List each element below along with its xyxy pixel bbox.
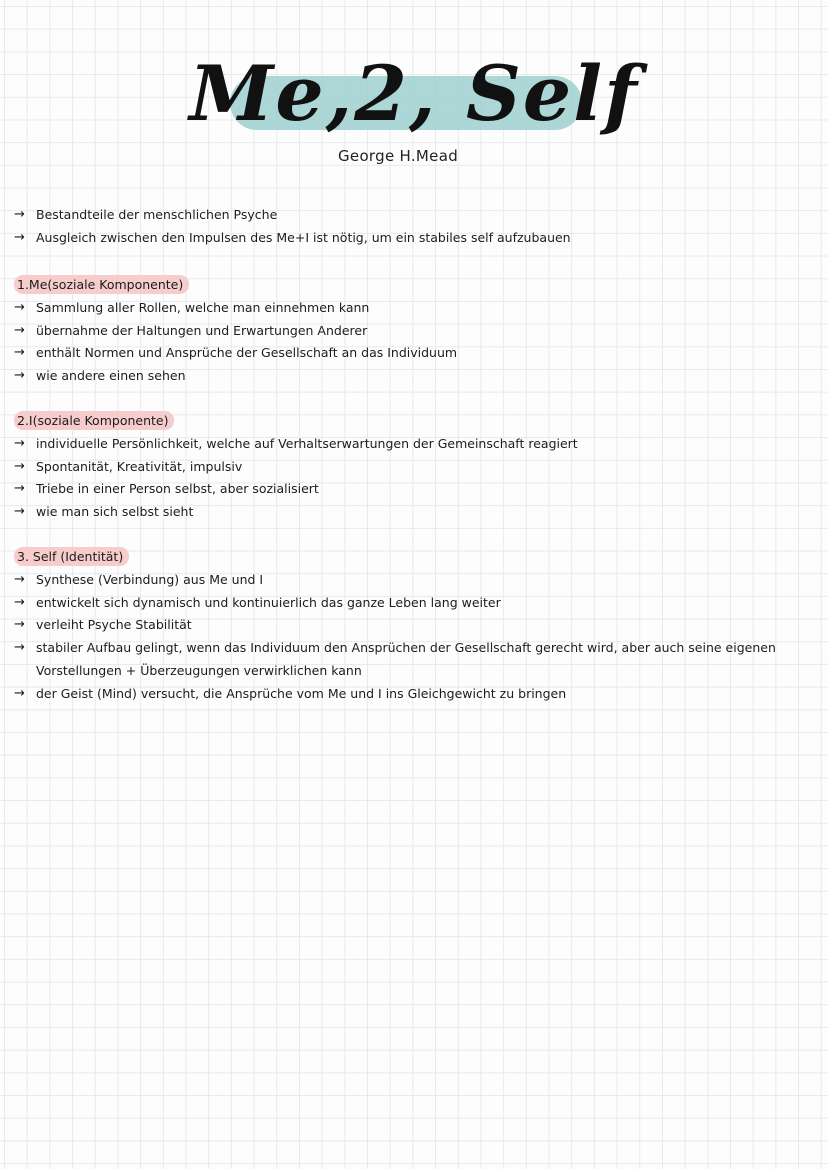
page-title: Me,2, Self bbox=[189, 49, 639, 138]
arrow-icon: → bbox=[14, 640, 25, 656]
list-item: → Sammlung aller Rollen, welche man einnehmen kann bbox=[14, 297, 804, 320]
list-item: → individuelle Persönlichkeit, welche auf Verhaltserwartungen der Gemeinschaft reagiert bbox=[14, 433, 804, 456]
list-item: → der Geist (Mind) versucht, die Ansprüche vom Me und I ins Gleichgewicht zu bringen bbox=[14, 683, 804, 706]
list-item: → Triebe in einer Person selbst, aber sozialisiert bbox=[14, 478, 804, 501]
section-list bbox=[14, 569, 804, 705]
section-heading: 1.Me(soziale Komponente) bbox=[14, 275, 189, 294]
arrow-icon: → bbox=[14, 572, 25, 587]
arrow-icon: → bbox=[14, 322, 25, 338]
arrow-icon: → bbox=[14, 436, 25, 451]
list-item: → verleiht Psyche Stabilität bbox=[14, 614, 804, 637]
list-item: → übernahme der Haltungen und Erwartungen Anderer bbox=[14, 320, 804, 343]
section-list bbox=[14, 297, 804, 388]
section-list bbox=[14, 433, 804, 524]
arrow-icon: → bbox=[14, 458, 25, 474]
section-heading: 3. Self (Identität) bbox=[14, 547, 129, 566]
arrow-icon: → bbox=[14, 207, 25, 222]
section-me bbox=[14, 274, 804, 388]
section-heading: 2.I(soziale Komponente) bbox=[14, 411, 174, 430]
arrow-icon: → bbox=[14, 368, 25, 384]
arrow-icon: → bbox=[14, 300, 25, 315]
list-item: → Bestandteile der menschlichen Psyche bbox=[14, 204, 804, 227]
intro-list bbox=[14, 204, 804, 249]
list-item: → Synthese (Verbindung) aus Me und I bbox=[14, 569, 804, 592]
intro-section bbox=[14, 204, 804, 249]
section-self bbox=[14, 546, 804, 705]
arrow-icon: → bbox=[14, 504, 25, 520]
arrow-icon: → bbox=[14, 229, 25, 245]
list-item: → Spontanität, Kreativität, impulsiv bbox=[14, 456, 804, 479]
arrow-icon: → bbox=[14, 345, 25, 361]
list-item: → stabiler Aufbau gelingt, wenn das Individuum den Ansprüchen der Gesellschaft gerecht wird, aber auch seine eigenen Vorstellungen + Überzeugungen verwirklichen kann bbox=[14, 637, 804, 682]
title-block bbox=[0, 40, 828, 190]
arrow-icon: → bbox=[14, 594, 25, 610]
list-item: → entwickelt sich dynamisch und kontinuierlich das ganze Leben lang weiter bbox=[14, 592, 804, 615]
list-item: → wie man sich selbst sieht bbox=[14, 501, 804, 524]
section-i bbox=[14, 410, 804, 524]
list-item: → Ausgleich zwischen den Impulsen des Me+I ist nötig, um ein stabiles self aufzubauen bbox=[14, 227, 804, 250]
author-name: George H.Mead bbox=[338, 147, 459, 165]
arrow-icon: → bbox=[14, 481, 25, 497]
arrow-icon: → bbox=[14, 617, 25, 633]
list-item: → wie andere einen sehen bbox=[14, 365, 804, 388]
arrow-icon: → bbox=[14, 685, 25, 701]
list-item: → enthält Normen und Ansprüche der Gesellschaft an das Individuum bbox=[14, 342, 804, 365]
